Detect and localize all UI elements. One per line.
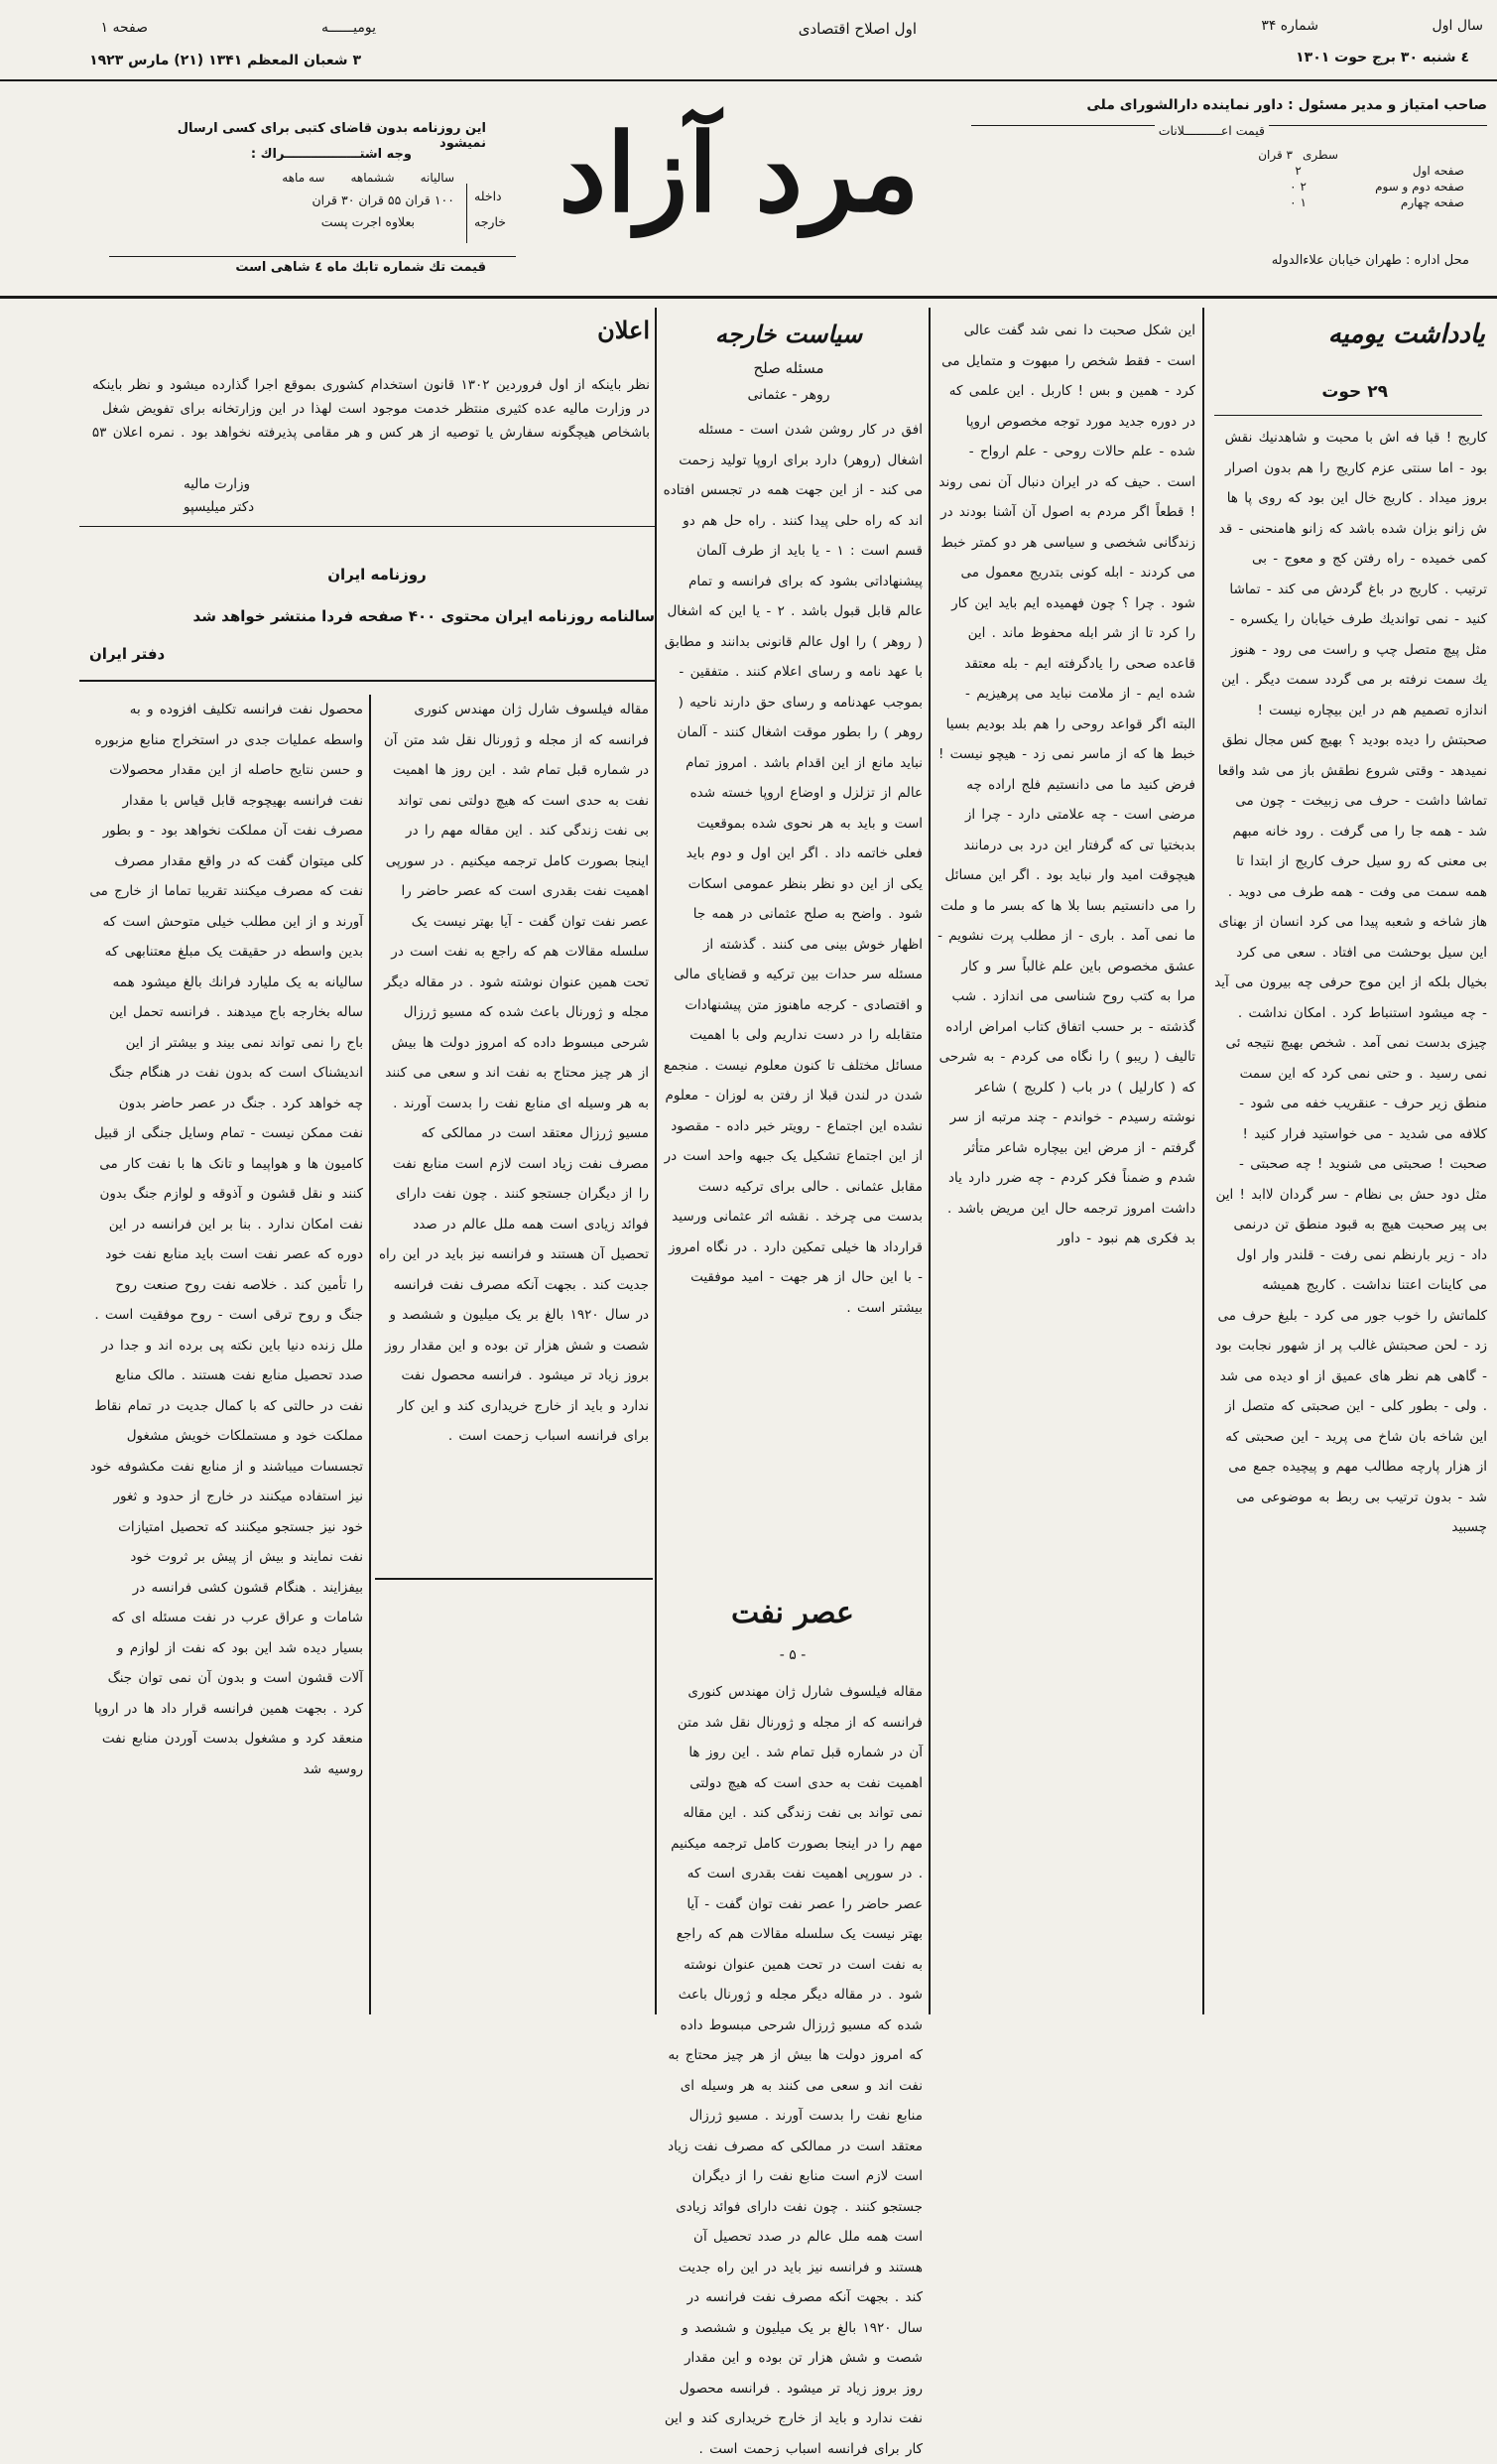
- subscription-domestic-values: ۱۰۰ قران ۵۵ قران ۳۰ قران: [312, 193, 454, 207]
- diary-date: ۲۹ حوت: [1321, 382, 1388, 402]
- issue-number: شماره ۳۴: [1261, 18, 1318, 34]
- single-copy-price: قیمت تك شماره تابك ماه ٤ شاهی است: [235, 260, 486, 275]
- subscription-header: سالیانه: [420, 171, 454, 185]
- ad-rate-header: ۳ قران: [1258, 148, 1293, 162]
- column-rule: [369, 695, 371, 2014]
- ad-rate-label: صفحه چهارم: [1400, 195, 1464, 209]
- foreign-policy-title: سیاست خارجه: [714, 320, 863, 348]
- subscription-foreign-label: خارجه: [474, 214, 507, 229]
- column-rule: [929, 308, 931, 2014]
- no-free-notice: این روزنامه بدون قاضای کتبی برای کسی ارسال نمیشود: [177, 121, 486, 151]
- diary-text: کاریج ! قبا فه اش با محبت و شاهدنیك نقش بود - اما سنتی عزم کاریج را هم بدون اصرار بروز میداد . کاریج خال این بود که روی پا ها ش زانو بزان شده باشد که زانو هامنحنی - قد کمی خمیده - راه رفتن کج و معوج - بی ترتیب . کاریج در باغ گردش می کند - تماشا کنید - نمی تواندیك طرف خیابان را یکسره - مثل پیچ متصل چپ و راست می رود - هنوز یك سمت نرفته بر می گردد سمت دیگر . این اندازه تصمیم هم در این بیچاره نیست ! صحبتش را دیده بودید ؟ بهیچ کس مجال نطق نمیدهد - وقتی شروع نطقش باز می شد واقعا تماشا داشت - حرف می زبیخت - چون می شد - همه جا را می گرفت . رود خانه مبهم بی معنی که رو سیل حرف کاریج از ابتدا تا همه سمت می وفت - همه طرف می دوید . هاز شاخه و شعبه پیدا می کرد انسان از بهنای این سیل بوحشت می افتاد . سعی می کرد بخیال بلکه از این موج حرفی چه بیرون می آید - چه میشود استنباط کرد . امکان نداشت . چیزی بدست نمی آمد . شخص بهیچ نتیجه ئی نمی رسید . و حتی نمی کرد که این سمت منطق زیر حرف - عنقریب خفه می شود - کلافه می شدید - می خواستید فرار کنید ! صحبت ! صحبتی می شنوید ! چه صحبتی - مثل دود حش بی نظام - سر گردان لاابد ! این بی پیر صحبت هیچ به قبود منطق تن درنمی داد - زیر بارنظم نمی رفت - قلندر وار اول می کاینات اعتنا نداشت . کاریج همیشه کلماتش را خوب جور می کرد - بلیغ حرف می زد - لحن صحبتش غالب پر از شهور نجابت بود - گاهی هم نظر های عمیق از او دیده می شد . ولی - بطور کلی - این صحبتی که متصل از این شاخه بان شاخ می پرید - این صحبتی که از هزار پارچه مطالب مهم و پیچیده جمع می شد - بدون ترتیب بی ربط به موضوعی می چسبید: [1214, 430, 1487, 1535]
- ad-rate-value: ۱ ۰: [1290, 195, 1307, 209]
- foreign-policy-tag: روهر - عثمانی: [747, 387, 830, 403]
- oil-age-title: عصر نفت: [731, 1596, 854, 1630]
- section-divider: [79, 680, 655, 682]
- iran-newspaper-text: سالنامه روزنامه ایران محتوی ۴۰۰ صفحه فردا منتشر خواهد شد: [192, 607, 655, 625]
- ad-rate-label: صفحه اول: [1412, 164, 1464, 178]
- ad-rate-value: ۲: [1295, 164, 1302, 178]
- ad-notice-text: نظر باینکه از اول فروردین ۱۳۰۲ قانون استخدام کشوری بموقع اجرا گذارده میشود و نظر باینکه در وزارت مالیه عده کثیری منتظر خدمت موجود است لهذا در این وزارتخانه برای تفویض شغل باشخاص هیچگونه سفارش یا توصیه از هر کس و هر مقامی پذیرفته نخواهد بود . نمره اعلان ۵۳: [91, 377, 650, 441]
- subscription-domestic-label: داخله: [474, 189, 502, 203]
- foreign-policy-text: افق در کار روشن شدن است - مسئله اشغال (روهر) دارد برای اروپا تولید زحمت می کند - از این جهت همه در تجسس افتاده اند که راه حلی پیدا کنند . راه حل هم دو قسم است : ۱ - یا باید از طرف آلمان پیشنهاداتی بشود که برای فرانسه و تمام عالم قابل قبول باشد . ۲ - یا این که اشغال ( روهر ) را اول عالم قانونی بدانند و مطابق با عهد نامه و رسای اعلام کنند . متفقین - بموجب عهدنامه و رسای حق دارند ناحیه ( روهر ) را بطور موقت اشغال کنند - آلمان نباید مانع از این اقدام باشد . امروز تمام عالم از تزلزل و اوضاع اروپا خسته شده است و باید به هر نحوی شده بموقعیت فعلی خاتمه داد . اگر این اول و دوم باید یکی از این دو نظر بنظر عمومی اسکات شود . واضح به صلح عثمانی در همه جا اظهار خوش بینی می کنند . گذشته از مسئله سر حدات بین ترکیه و قضایای مالی و اقتصادی - کرجه ماهنوز متن پیشنهادات متقابله را در دست نداریم ولی با اهمیت مسائل مختلف تا کنون معلوم نیست . منجمع شدن در لندن قبلا از رفتن به لوزان - معلوم نشده این اجتماع - رویتر خبر داده - مقصود از این اجتماع تشکیل یک جبهه واحد است در مقابل عثمانی . حالی برای ترکیه دست بدست می چرخد . نقشه اثر عثمانی ورسید قرارداد ها خیلی تمکین دارد . در نگاه امروز - با این حال از هر جهت - امید موفقیت بیشتر است .: [663, 422, 923, 1316]
- section-divider: [79, 526, 655, 527]
- column-rule: [1202, 308, 1204, 2014]
- subscription-header: ششماهه: [350, 171, 395, 185]
- iran-newspaper-signature: دفتر ایران: [89, 645, 166, 663]
- oil-age-intro-text: مقاله فیلسوف شارل ژان مهندس کنوری فرانسه که از مجله و ژورنال نقل شد متن آن در شماره قبل تمام شد . این روز ها اهمیت نفت به حدی است که هیچ دولتی نمی تواند بی نفت زندگی کند . این مقاله مهم را در اینجا بصورت کامل ترجمه میکنیم . در سورپی اهمیت نفت بقدری است که عصر حاضر را عصر نفت توان گفت - آیا بهتر نیست یک سلسله مقالات هم که راجع به نفت است در تحت همین عنوان نوشته شود . در مقاله دیگر مجله و ژورنال باعث شده که مسیو ژرزال شرحی مبسوط داده که امروز دولت ها بیش از هر چیز محتاج به نفت اند و سعی می کنند به هر وسیله ای منابع نفت را بدست آورند . مسیو ژرزال معتقد است در ممالکی که مصرف نفت زیاد است لازم است منابع نفت را از دیگران جستجو کنند . چون نفت دارای فوائد زیادی است همه ملل عالم در صدد تحصیل آن هستند و فرانسه نیز باید در این راه جدیت کند . بجهت آنکه مصرف نفت فرانسه در سال ۱۹۲۰ بالغ بر یک میلیون و ششصد و شصت و شش هزار تن بوده و این مقدار روز بروز زیاد تر میشود . فرانسه محصول نفت ندارد و باید از خارج خریداری کند و این کار برای فرانسه اسباب زحمت است .: [664, 1684, 923, 2457]
- ad-notice-signer: دکتر میلیسپو: [184, 499, 255, 515]
- page-number: صفحه ۱: [100, 20, 148, 36]
- owner-line: صاحب امتیاز و مدیر مسئول : داور نماینده دارالشورای ملی: [1086, 97, 1487, 113]
- ad-notice-title: اعلان: [597, 316, 650, 344]
- iran-newspaper-title: روزنامه ایران: [327, 566, 427, 584]
- section-divider: [375, 1578, 653, 1580]
- date-lunar-gregorian: ۳ شعبان المعظم ۱۳۴۱ (۲۱) مارس ۱۹۲۳: [89, 53, 361, 68]
- subscription-heading: وجه اشتـــــــــــــــــراك :: [250, 147, 412, 162]
- frequency-label: یومیــــــه: [321, 20, 376, 36]
- ad-rates-table: [1253, 147, 1469, 210]
- foreign-policy-subtitle: مسئله صلح: [753, 359, 824, 377]
- column-rule: [655, 308, 657, 2014]
- address-line: محل اداره : طهران خیابان علاءالدوله: [1271, 253, 1469, 268]
- newspaper-title: مرد آزاد: [559, 111, 920, 236]
- year-label: سال اول: [1432, 18, 1483, 34]
- diary-continued-text: این شکل صحبت دا نمی شد گفت عالی است - فقط شخص را مبهوت و متمایل می کرد - همین و بس ! کاربل . این علمی که در دوره جدید مورد توجه مخصوص اروپا شده - علم حالات روحی - علم ارواح - است . حیف که در ایران دنبال آن نمی روند ! قطعاً اگر مردم به اصول آن آشنا بودند در زندگانی شخصی و سیاسی هر دو کمتر خبط می کردند - ابله کونی بتدریج معمول می شود . چرا ؟ چون فهمیده ایم باید این کار را کرد تا از شر ابله محفوظ ماند . این قاعده صحی را یادگرفته ایم - بله معتقد شده ایم - از ملامت نباید می پرهیزیم - البته اگر قواعد روحی را هم بلد بودیم بسیا خبط ها که از ماسر نمی زد - هیچو نیست ! فرض کنید ما می دانستیم فلج اراده چه مرضی است - چه علامتی دارد - چرا از بدبختیا تی که گرفتار این درد بی درمانند هیچوقت امید وار نباید بود . اگر این مسائل را می دانستیم بسا بلا ها که بسر ما و ملت ما نمی آمد . باری - از مطلب پرت نشویم - عشق مخصوص باین علم غالباً سر و کار مرا به کتب روح شناسی می اندازد . شب گذشته - بر حسب اتفاق کتاب امراض اراده تالیف ( ریبو ) را نگاه می کردم - به شرحی که ( کارلیل ) در باب ( کلریج ) شاعر نوشته رسیدم - خواندم - چند مرتبه از سر گرفتم - از مرض این بیچاره شاعر متأثر شدم و ضمناً فکر کردم - چه ضرر دارد یاد داشت امروز ترجمه حال این مریض باشد . بد فکری هم نبود - داور: [937, 323, 1195, 1246]
- date-solar: ٤ شنبه ۳۰ برج حوت ۱۳۰۱: [1296, 50, 1469, 65]
- subscription-headers: [282, 171, 454, 185]
- oil-age-text: مقاله فیلسوف شارل ژان مهندس کنوری فرانسه که از مجله و ژورنال نقل شد متن آن در شماره قبل تمام شد . این روز ها اهمیت نفت به حدی است که هیچ دولتی نمی تواند بی نفت زندگی کند . این مقاله مهم را در اینجا بصورت کامل ترجمه میکنیم . در سورپی اهمیت نفت بقدری است که عصر حاضر را عصر نفت توان گفت - آیا بهتر نیست یک سلسله مقالات هم که راجع به نفت است در تحت همین عنوان نوشته شود . در مقاله دیگر مجله و ژورنال باعث شده که مسیو ژرزال شرحی مبسوط داده که امروز دولت ها بیش از هر چیز محتاج به نفت اند و سعی می کنند به هر وسیله ای منابع نفت را بدست آورند . مسیو ژرزال معتقد است در ممالکی که مصرف نفت زیاد است لازم است منابع نفت را از دیگران جستجو کنند . چون نفت دارای فوائد زیادی است همه ملل عالم در صدد تحصیل آن هستند و فرانسه نیز باید در این راه جدیت کند . بجهت آنکه مصرف نفت فرانسه در سال ۱۹۲۰ بالغ بر یک میلیون و ششصد و شصت و شش هزار تن بوده و این مقدار روز بروز زیاد تر میشود . فرانسه محصول نفت ندارد و باید از خارج خریداری کند و این کار برای فرانسه اسباب زحمت است .: [378, 702, 649, 1444]
- subscription-header: سه ماهه: [282, 171, 325, 185]
- subscription-foreign-note: بعلاوه اجرت پست: [320, 214, 415, 229]
- ad-notice-signature: وزارت مالیه: [184, 476, 251, 492]
- ad-rate-header: سطری: [1302, 148, 1338, 162]
- diary-title: یادداشت یومیه: [1327, 320, 1485, 349]
- oil-age-number: - ۵ -: [779, 1647, 807, 1663]
- motto: اول اصلاح اقتصادی: [798, 20, 917, 38]
- ad-rate-label: صفحه دوم و سوم: [1375, 180, 1464, 194]
- ads-heading: قیمت اعــــــــــلانات: [1155, 123, 1269, 138]
- oil-right-text: محصول نفت فرانسه تکلیف افزوده و به واسطه عملیات جدی در استخراج منابع مزبوره و حسن نتایج حاصله از این مقدار محصولات نفت فرانسه بهیچوجه قابل قیاس با مقدار مصرف نفت آن مملکت نخواهد بود - و بطور کلی میتوان گفت که در واقع مقدار مصرف نفت که مصرف میکنند تقریبا تماما از خارج می آورند و از این مطلب خیلی متوحش است که بدین واسطه در حقیقت یک مبلغ معتنابهی که سالیانه به یک ملیارد فرانك بالغ میشود همه ساله بخارجه باج میدهند . فرانسه تحمل این باج را نمی تواند نمی بیند و بیشتر از این اندیشناک است که بدون نفت در هنگام جنگ چه خواهد کرد . جنگ در عصر حاضر بدون نفت ممکن نیست - تمام وسایل جنگی از قبیل کامیون ها و هواپیما و تانک ها با نفت کار می کنند و نقل قشون و آذوقه و لوازم جنگ بدون نفت امکان ندارد . بنا بر این فرانسه در این دوره که عصر نفت است باید منابع نفت خود را تأمین کند . خلاصه نفت روح صنعت روح جنگ و روح ترقی است - روح موفقیت است . ملل زنده دنیا باین نکته پی برده اند و جدا در صدد تحصیل منابع نفت هستند . مالک منابع نفت در حالتی که با کمال جدیت در تمام نقاط مملکت خود و مستملکات خویش مشغول تجسسات میباشند و از منابع نفت مکشوفه خود نیز استفاده میکنند در خارج از حدود و ثغور خود نیز جستجو میکنند که تحصیل امتیازات نفت نمایند و بیش از پیش بر ثروت خود بیفزایند . هنگام قشون کشی فرانسه در شامات و عراق عرب در نفت مسئله ای که بسیار دیده شد این بود که نفت از لوازم و آلات قشون است و بدون آن نمی توان جنگ کرد . بجهت همین فرانسه قرار داد ها در اروپا منعقد کرد و مشغول بدست آوردن منابع نفت روسیه شد: [89, 702, 363, 1777]
- header-divider: [0, 296, 1497, 299]
- subscription-box: [117, 171, 454, 240]
- ad-rate-value: ۲ ۰: [1290, 180, 1307, 194]
